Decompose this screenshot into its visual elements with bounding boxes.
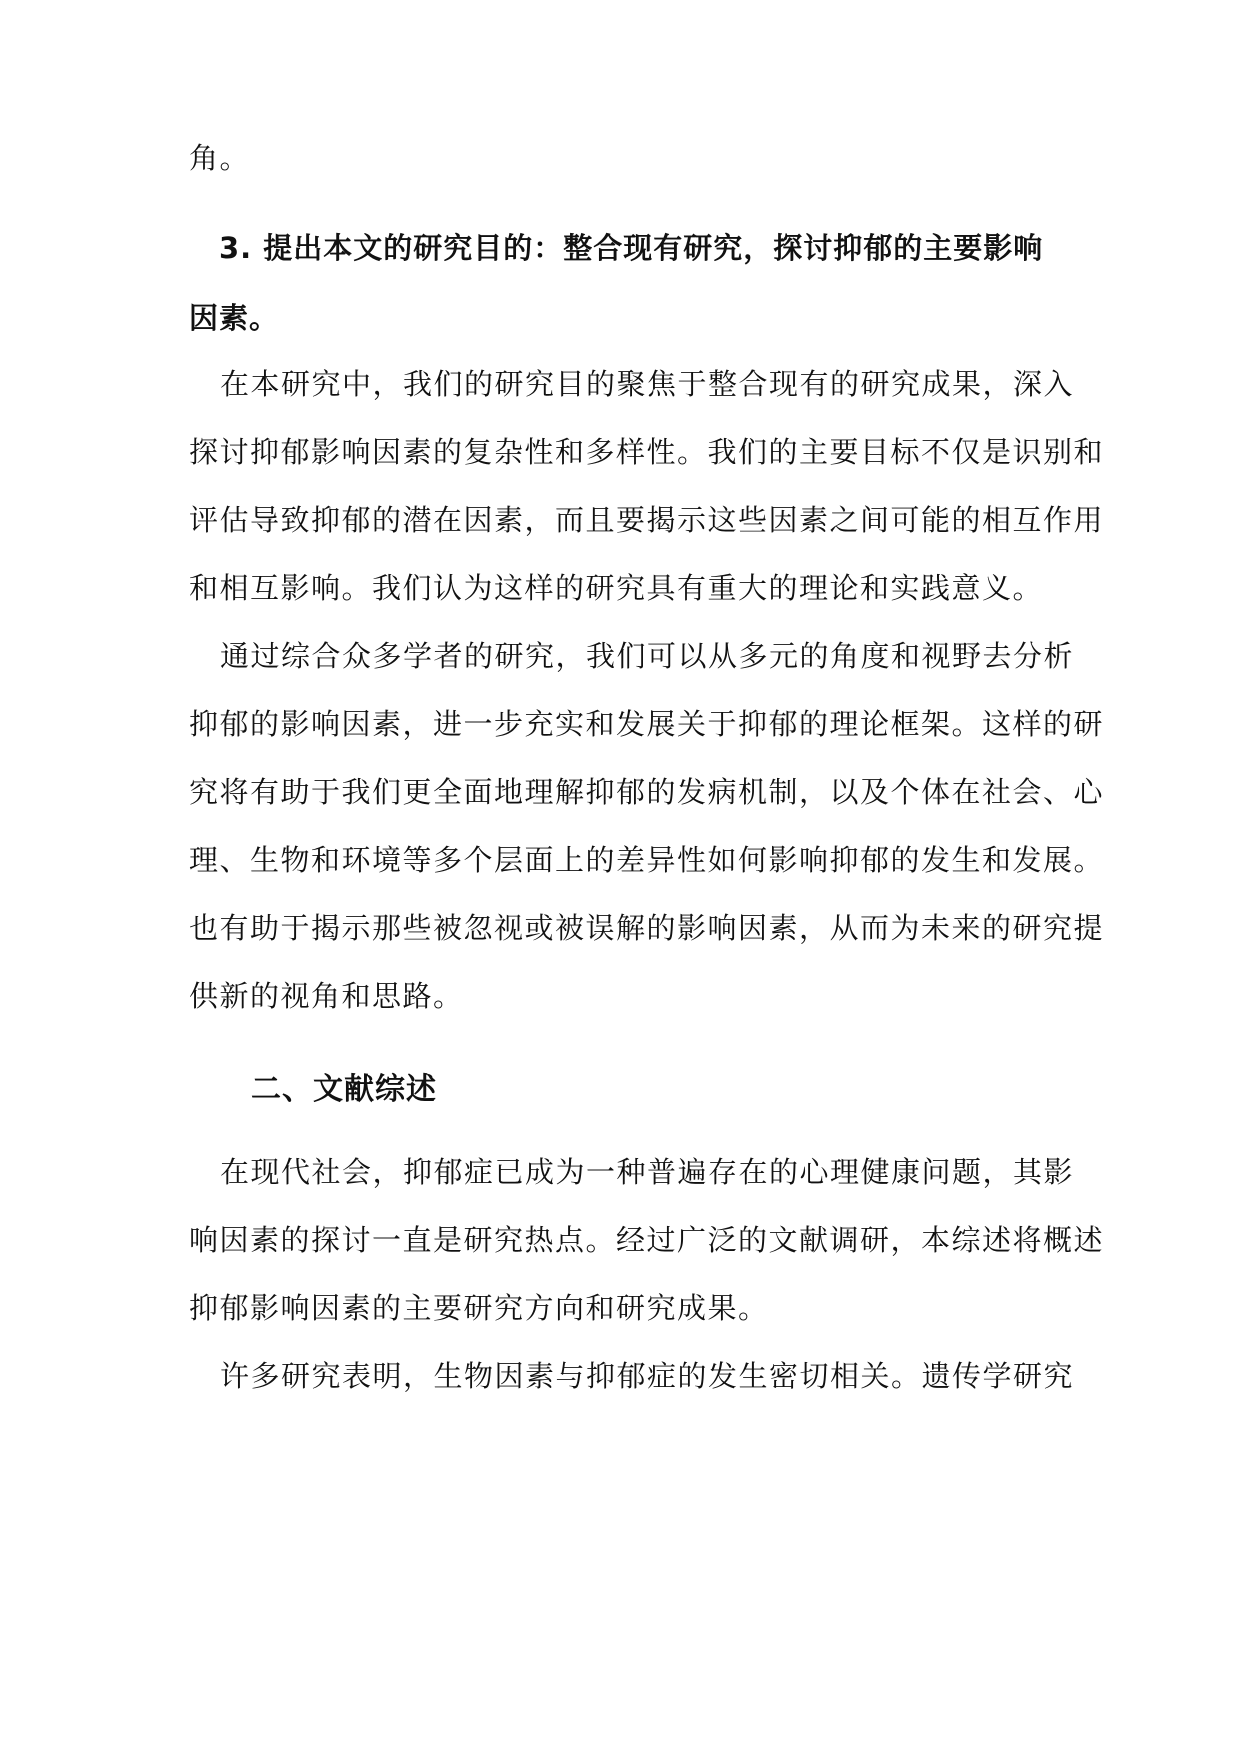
section-heading: 二、文献综述 — [251, 1072, 437, 1107]
paragraph-2-line-5: 也有助于揭示那些被忽视或被误解的影响因素，从而为未来的研究提 — [189, 911, 1105, 945]
paragraph-2-line-3: 究将有助于我们更全面地理解抑郁的发病机制，以及个体在社会、心 — [189, 775, 1105, 809]
intro-fragment: 角。 — [189, 141, 251, 175]
paragraph-3-line-1: 在现代社会，抑郁症已成为一种普遍存在的心理健康问题，其影 — [220, 1155, 1075, 1189]
paragraph-2-line-1: 通过综合众多学者的研究，我们可以从多元的角度和视野去分析 — [220, 639, 1075, 673]
subheading-line-1: 3. 提出本文的研究目的：整合现有研究，探讨抑郁的主要影响 — [219, 231, 1044, 265]
paragraph-4-line-1: 许多研究表明，生物因素与抑郁症的发生密切相关。遗传学研究 — [220, 1359, 1075, 1393]
paragraph-1-line-3: 评估导致抑郁的潜在因素，而且要揭示这些因素之间可能的相互作用 — [189, 503, 1105, 537]
paragraph-2-line-2: 抑郁的影响因素，进一步充实和发展关于抑郁的理论框架。这样的研 — [189, 707, 1105, 741]
paragraph-1-line-1: 在本研究中，我们的研究目的聚焦于整合现有的研究成果，深入 — [220, 367, 1075, 401]
paragraph-2-line-4: 理、生物和环境等多个层面上的差异性如何影响抑郁的发生和发展。 — [189, 843, 1105, 877]
subheading-line-2: 因素。 — [189, 301, 280, 335]
paragraph-2-line-6: 供新的视角和思路。 — [189, 979, 464, 1013]
paragraph-1-line-4: 和相互影响。我们认为这样的研究具有重大的理论和实践意义。 — [189, 571, 1044, 605]
paragraph-3-line-2: 响因素的探讨一直是研究热点。经过广泛的文献调研，本综述将概述 — [189, 1223, 1105, 1257]
paragraph-1-line-2: 探讨抑郁影响因素的复杂性和多样性。我们的主要目标不仅是识别和 — [189, 435, 1105, 469]
paragraph-3-line-3: 抑郁影响因素的主要研究方向和研究成果。 — [189, 1291, 769, 1325]
